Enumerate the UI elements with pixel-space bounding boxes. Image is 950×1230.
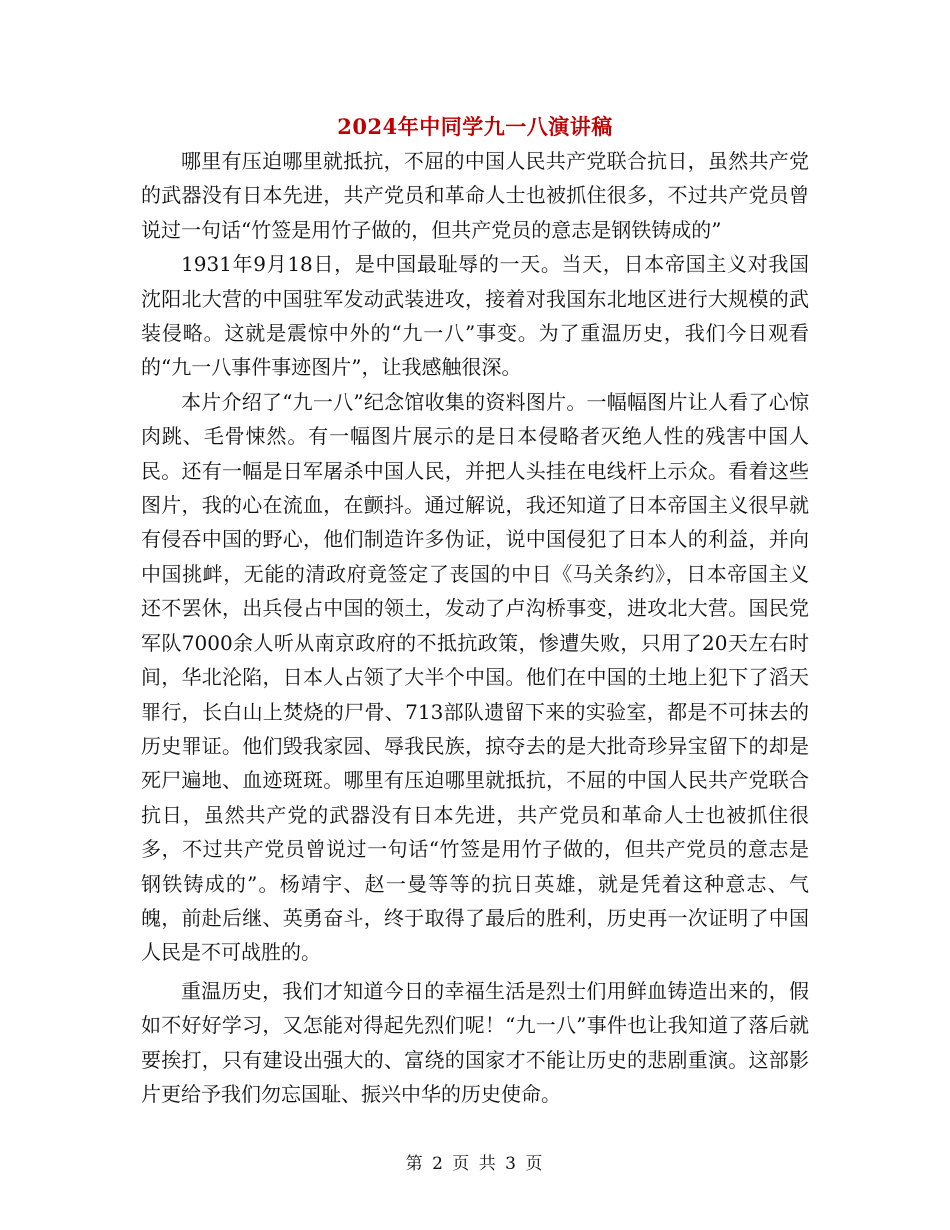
paragraph-1: 哪里有压迫哪里就抵抗，不屈的中国人民共产党联合抗日，虽然共产党的武器没有日本先进，共产党员和革命人士也被抓住很多，不过共产党员曾说过一句话“竹签是用竹子做的，但共产党员的意志是钢铁铸成的” <box>141 149 809 242</box>
paragraph-3: 本片介绍了“九一八”纪念馆收集的资料图片。一幅幅图片让人看了心惊肉跳、毛骨悚然。有一幅图片展示的是日本侵略者灭绝人性的残害中国人民。还有一幅是日军屠杀中国人民，并把人头挂在电线杆上示众。看着这些图片，我的心在流血，在颤抖。通过解说，我还知道了日本帝国主义很早就有侵吞中国的野心，他们制造许多伪证，说中国侵犯了日本人的利益，并向中国挑衅，无能的清政府竟签定了丧国的中日《马关条约》，日本帝国主义还不罢休，出兵侵占中国的领土，发动了卢沟桥事变，进攻北大营。国民党军队7000余人听从南京政府的不抵抗政策，惨遭失败，只用了20天左右时间，华北沦陷，日本人占领了大半个中国。他们在中国的土地上犯下了滔天罪行，长白山上焚烧的尸骨、713部队遗留下来的实验室，都是不可抹去的历史罪证。他们毁我家园、辱我民族，掠夺去的是大批奇珍异宝留下的却是死尸遍地、血迹斑斑。哪里有压迫哪里就抵抗，不屈的中国人民共产党联合抗日，虽然共产党的武器没有日本先进，共产党员和革命人士也被抓住很多，不过共产党员曾说过一句话“竹签是用竹子做的，但共产党员的意志是钢铁铸成的”。杨靖宇、赵一曼等等的抗日英雄，就是凭着这种意志、气魄，前赴后继、英勇奋斗，终于取得了最后的胜利，历史再一次证明了中国人民是不可战胜的。 <box>141 389 809 965</box>
page-title: 2024年中同学九一八演讲稿 <box>337 114 613 139</box>
paragraph-4: 重温历史，我们才知道今日的幸福生活是烈士们用鲜血铸造出来的，假如不好好学习，又怎能对得起先烈们呢！“九一八”事件也让我知道了落后就要挨打，只有建设出强大的、富绕的国家才不能让历史的悲剧重演。这部影片更给予我们勿忘国耻、振兴中华的历史使命。 <box>141 978 809 1106</box>
document-body <box>141 144 809 1111</box>
paragraph-2: 1931年9月18日，是中国最耻辱的一天。当天，日本帝国主义对我国沈阳北大营的中国驻军发动武装进攻，接着对我国东北地区进行大规模的武装侵略。这就是震惊中外的“九一八”事变。为了重温历史，我们今日观看的“九一八事件事迹图片”，让我感触很深。 <box>141 252 809 380</box>
page-number-footer: 第 2 页 共 3 页 <box>405 1154 545 1174</box>
